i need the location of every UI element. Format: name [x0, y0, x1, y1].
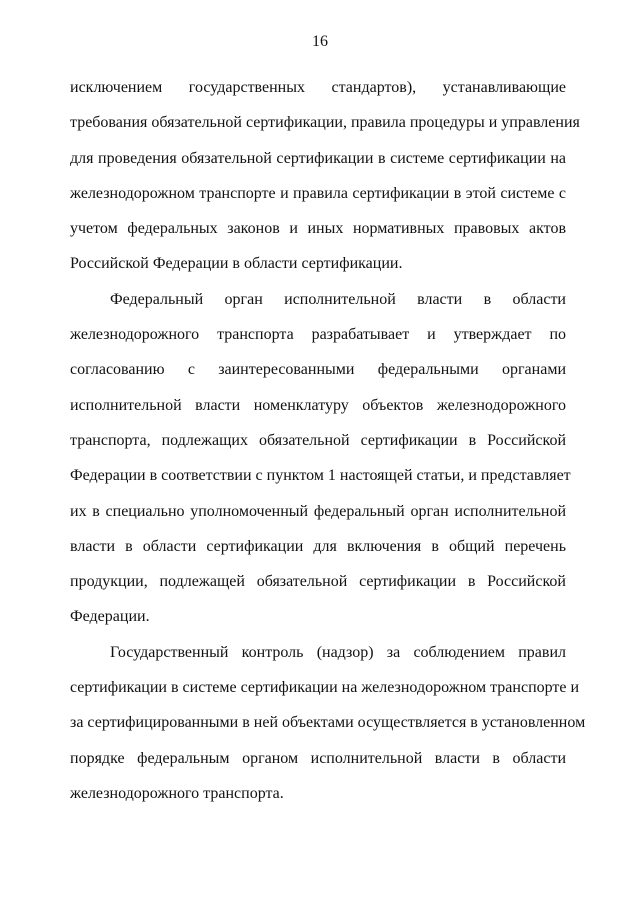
text-line: их в специально уполномоченный федеральный орган исполнительной: [70, 502, 566, 520]
body-text: [70, 70, 586, 811]
text-line: порядке федеральным органом исполнительной власти в области: [70, 749, 566, 767]
text-line: транспорта, подлежащих обязательной сертификации в Российской: [70, 431, 566, 449]
paragraph-2: [70, 282, 571, 635]
paragraph-1: [70, 70, 580, 282]
text-line: железнодорожного транспорта.: [70, 784, 284, 802]
text-line: Российской Федерации в области сертификации.: [70, 255, 403, 273]
text-line: исполнительной власти номенклатуру объектов железнодорожного: [70, 396, 566, 414]
text-line: сертификации в системе сертификации на железнодорожном транспорте и: [70, 679, 580, 697]
text-line: Федеральный орган исполнительной власти в области: [110, 290, 566, 308]
text-line: продукции, подлежащей обязательной сертификации в Российской: [70, 573, 566, 591]
text-line: для проведения обязательной сертификации в системе сертификации на: [70, 149, 566, 167]
text-line: власти в области сертификации для включения в общий перечень: [70, 537, 566, 555]
text-line: Федерации в соответствии с пунктом 1 настоящей статьи, и представляет: [70, 467, 571, 485]
text-line: согласованию с заинтересованными федеральными органами: [70, 361, 566, 379]
text-line: требования обязательной сертификации, правила процедуры и управления: [70, 114, 580, 132]
page-number: 16: [312, 33, 328, 50]
text-line: железнодорожном транспорте и правила сертификации в этой системе с: [70, 184, 566, 202]
text-line: Федерации.: [70, 608, 150, 626]
text-line: учетом федеральных законов и иных нормативных правовых актов: [70, 220, 566, 238]
text-line: исключением государственных стандартов), устанавливающие: [70, 79, 566, 96]
text-line: за сертифицированными в ней объектами осуществляется в установленном: [70, 714, 586, 732]
text-line: Государственный контроль (надзор) за соблюдением правил: [110, 643, 566, 661]
text-line: железнодорожного транспорта разрабатывает и утверждает по: [70, 326, 566, 344]
paragraph-3: [70, 635, 586, 811]
